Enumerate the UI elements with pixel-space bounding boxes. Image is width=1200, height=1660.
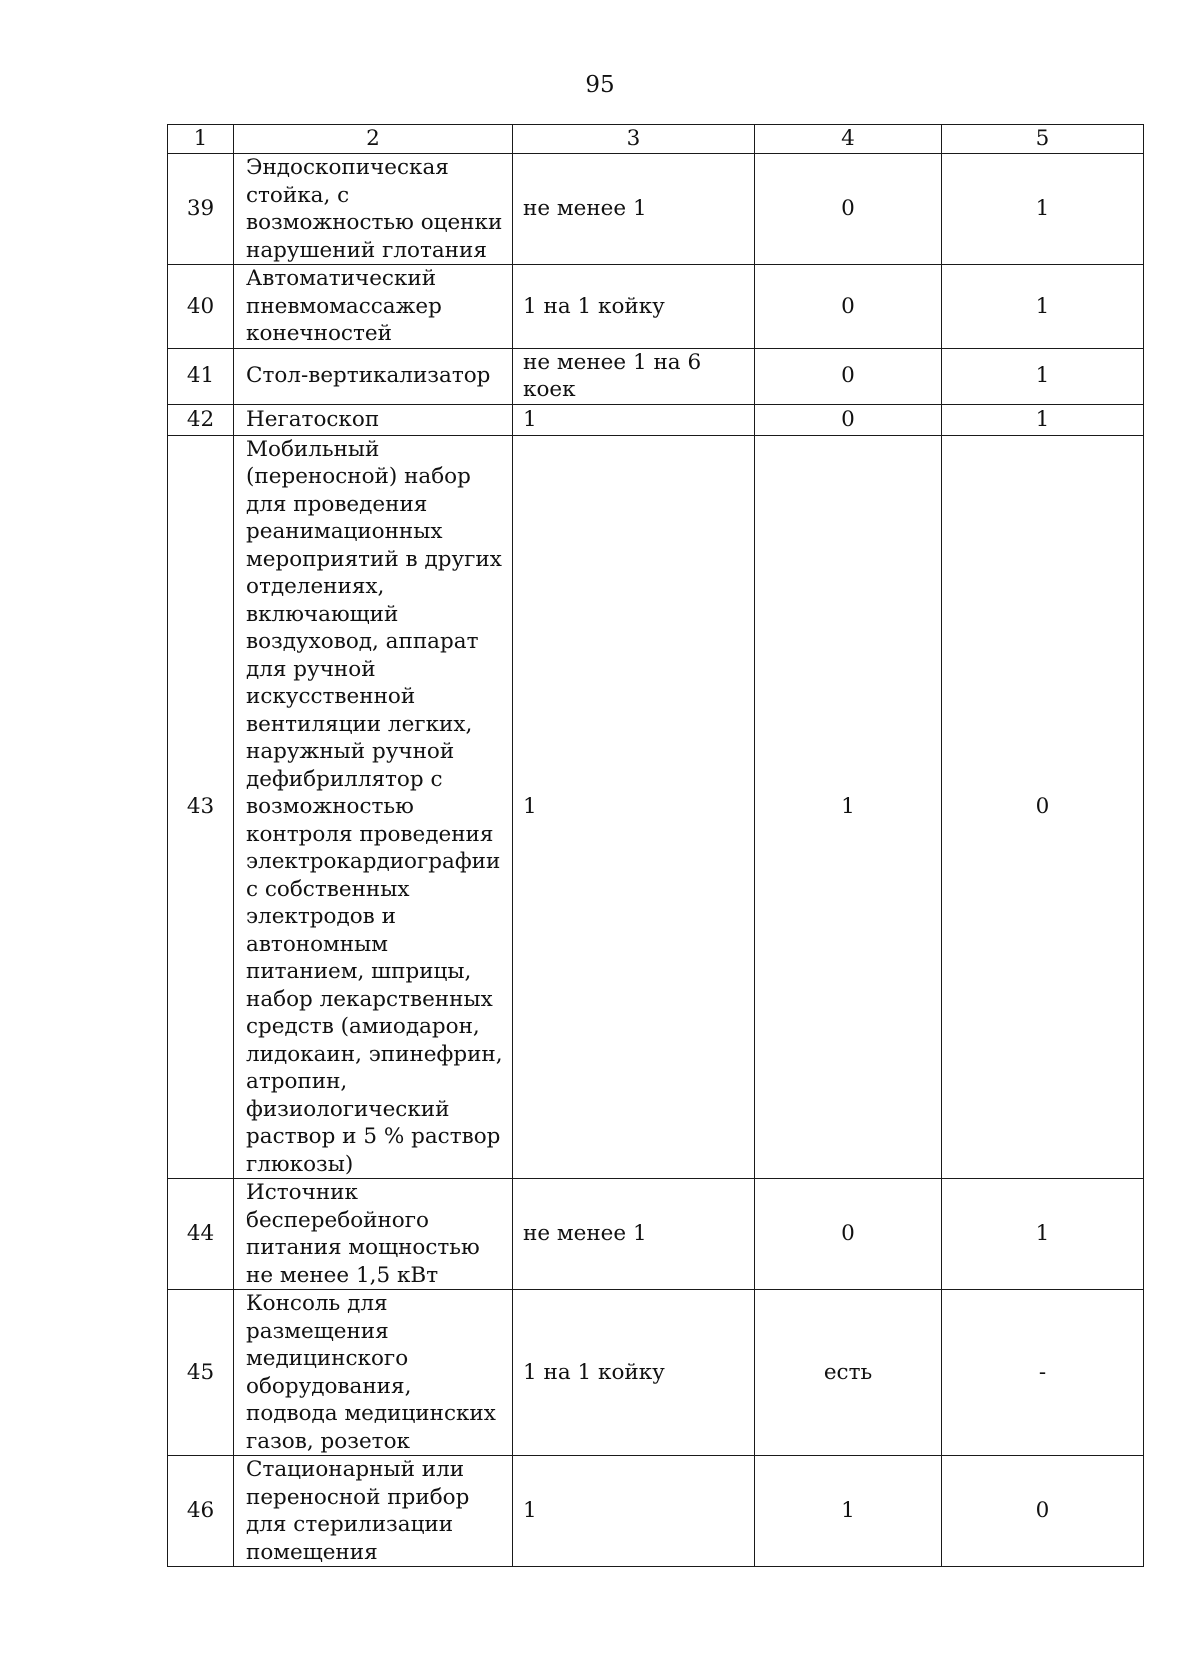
row-number: 41 bbox=[168, 348, 234, 404]
column-4-value: 0 bbox=[755, 348, 942, 404]
column-4-value: 0 bbox=[755, 154, 942, 265]
column-4-value: есть bbox=[755, 1290, 942, 1456]
equipment-table-container bbox=[167, 124, 1143, 1567]
table-row bbox=[168, 404, 1144, 435]
column-5-value: 1 bbox=[942, 348, 1144, 404]
requirement: 1 bbox=[513, 404, 755, 435]
header-cell-5: 5 bbox=[942, 125, 1144, 154]
column-5-value: 1 bbox=[942, 1179, 1144, 1290]
requirement: 1 на 1 койку bbox=[513, 1290, 755, 1456]
equipment-name: Консоль для размещения медицинского оборудования, подвода медицинских газов, розеток bbox=[234, 1290, 513, 1456]
requirement: 1 bbox=[513, 435, 755, 1179]
page-number: 95 bbox=[585, 72, 615, 98]
column-4-value: 0 bbox=[755, 265, 942, 349]
row-number: 43 bbox=[168, 435, 234, 1179]
equipment-name: Стационарный или переносной прибор для стерилизации помещения bbox=[234, 1456, 513, 1567]
column-5-value: 0 bbox=[942, 435, 1144, 1179]
row-number: 46 bbox=[168, 1456, 234, 1567]
requirement: не менее 1 на 6 коек bbox=[513, 348, 755, 404]
equipment-name: Мобильный (переносной) набор для проведения реанимационных мероприятий в других отделениях, включающий воздуховод, аппарат для ручной искусственной вентиляции легких, наружный ручной дефибриллятор с возможностью контроля проведения электрокардиографии с собственных электродов и автономным питанием, шприцы, набор лекарственных средств (амиодарон, лидокаин, эпинефрин, атропин, физиологический раствор и 5 % раствор глюкозы) bbox=[234, 435, 513, 1179]
column-4-value: 0 bbox=[755, 1179, 942, 1290]
column-5-value: 1 bbox=[942, 265, 1144, 349]
row-number: 39 bbox=[168, 154, 234, 265]
table-row bbox=[168, 154, 1144, 265]
table-row bbox=[168, 348, 1144, 404]
table-row bbox=[168, 435, 1144, 1179]
requirement: 1 bbox=[513, 1456, 755, 1567]
column-5-value: 0 bbox=[942, 1456, 1144, 1567]
table-row bbox=[168, 1456, 1144, 1567]
table-header-row bbox=[168, 125, 1144, 154]
column-4-value: 1 bbox=[755, 1456, 942, 1567]
row-number: 42 bbox=[168, 404, 234, 435]
column-4-value: 0 bbox=[755, 404, 942, 435]
column-5-value: 1 bbox=[942, 404, 1144, 435]
requirement: не менее 1 bbox=[513, 154, 755, 265]
table-row bbox=[168, 265, 1144, 349]
equipment-name: Негатоскоп bbox=[234, 404, 513, 435]
equipment-table bbox=[167, 124, 1144, 1567]
column-5-value: 1 bbox=[942, 154, 1144, 265]
equipment-name: Автоматический пневмомассажер конечностей bbox=[234, 265, 513, 349]
table-row bbox=[168, 1179, 1144, 1290]
header-cell-1: 1 bbox=[168, 125, 234, 154]
column-5-value: - bbox=[942, 1290, 1144, 1456]
row-number: 44 bbox=[168, 1179, 234, 1290]
equipment-name: Эндоскопическая стойка, с возможностью оценки нарушений глотания bbox=[234, 154, 513, 265]
requirement: 1 на 1 койку bbox=[513, 265, 755, 349]
equipment-name: Стол-вертикализатор bbox=[234, 348, 513, 404]
row-number: 45 bbox=[168, 1290, 234, 1456]
requirement: не менее 1 bbox=[513, 1179, 755, 1290]
table-row bbox=[168, 1290, 1144, 1456]
row-number: 40 bbox=[168, 265, 234, 349]
header-cell-3: 3 bbox=[513, 125, 755, 154]
header-cell-2: 2 bbox=[234, 125, 513, 154]
header-cell-4: 4 bbox=[755, 125, 942, 154]
equipment-name: Источник бесперебойного питания мощностью не менее 1,5 кВт bbox=[234, 1179, 513, 1290]
column-4-value: 1 bbox=[755, 435, 942, 1179]
